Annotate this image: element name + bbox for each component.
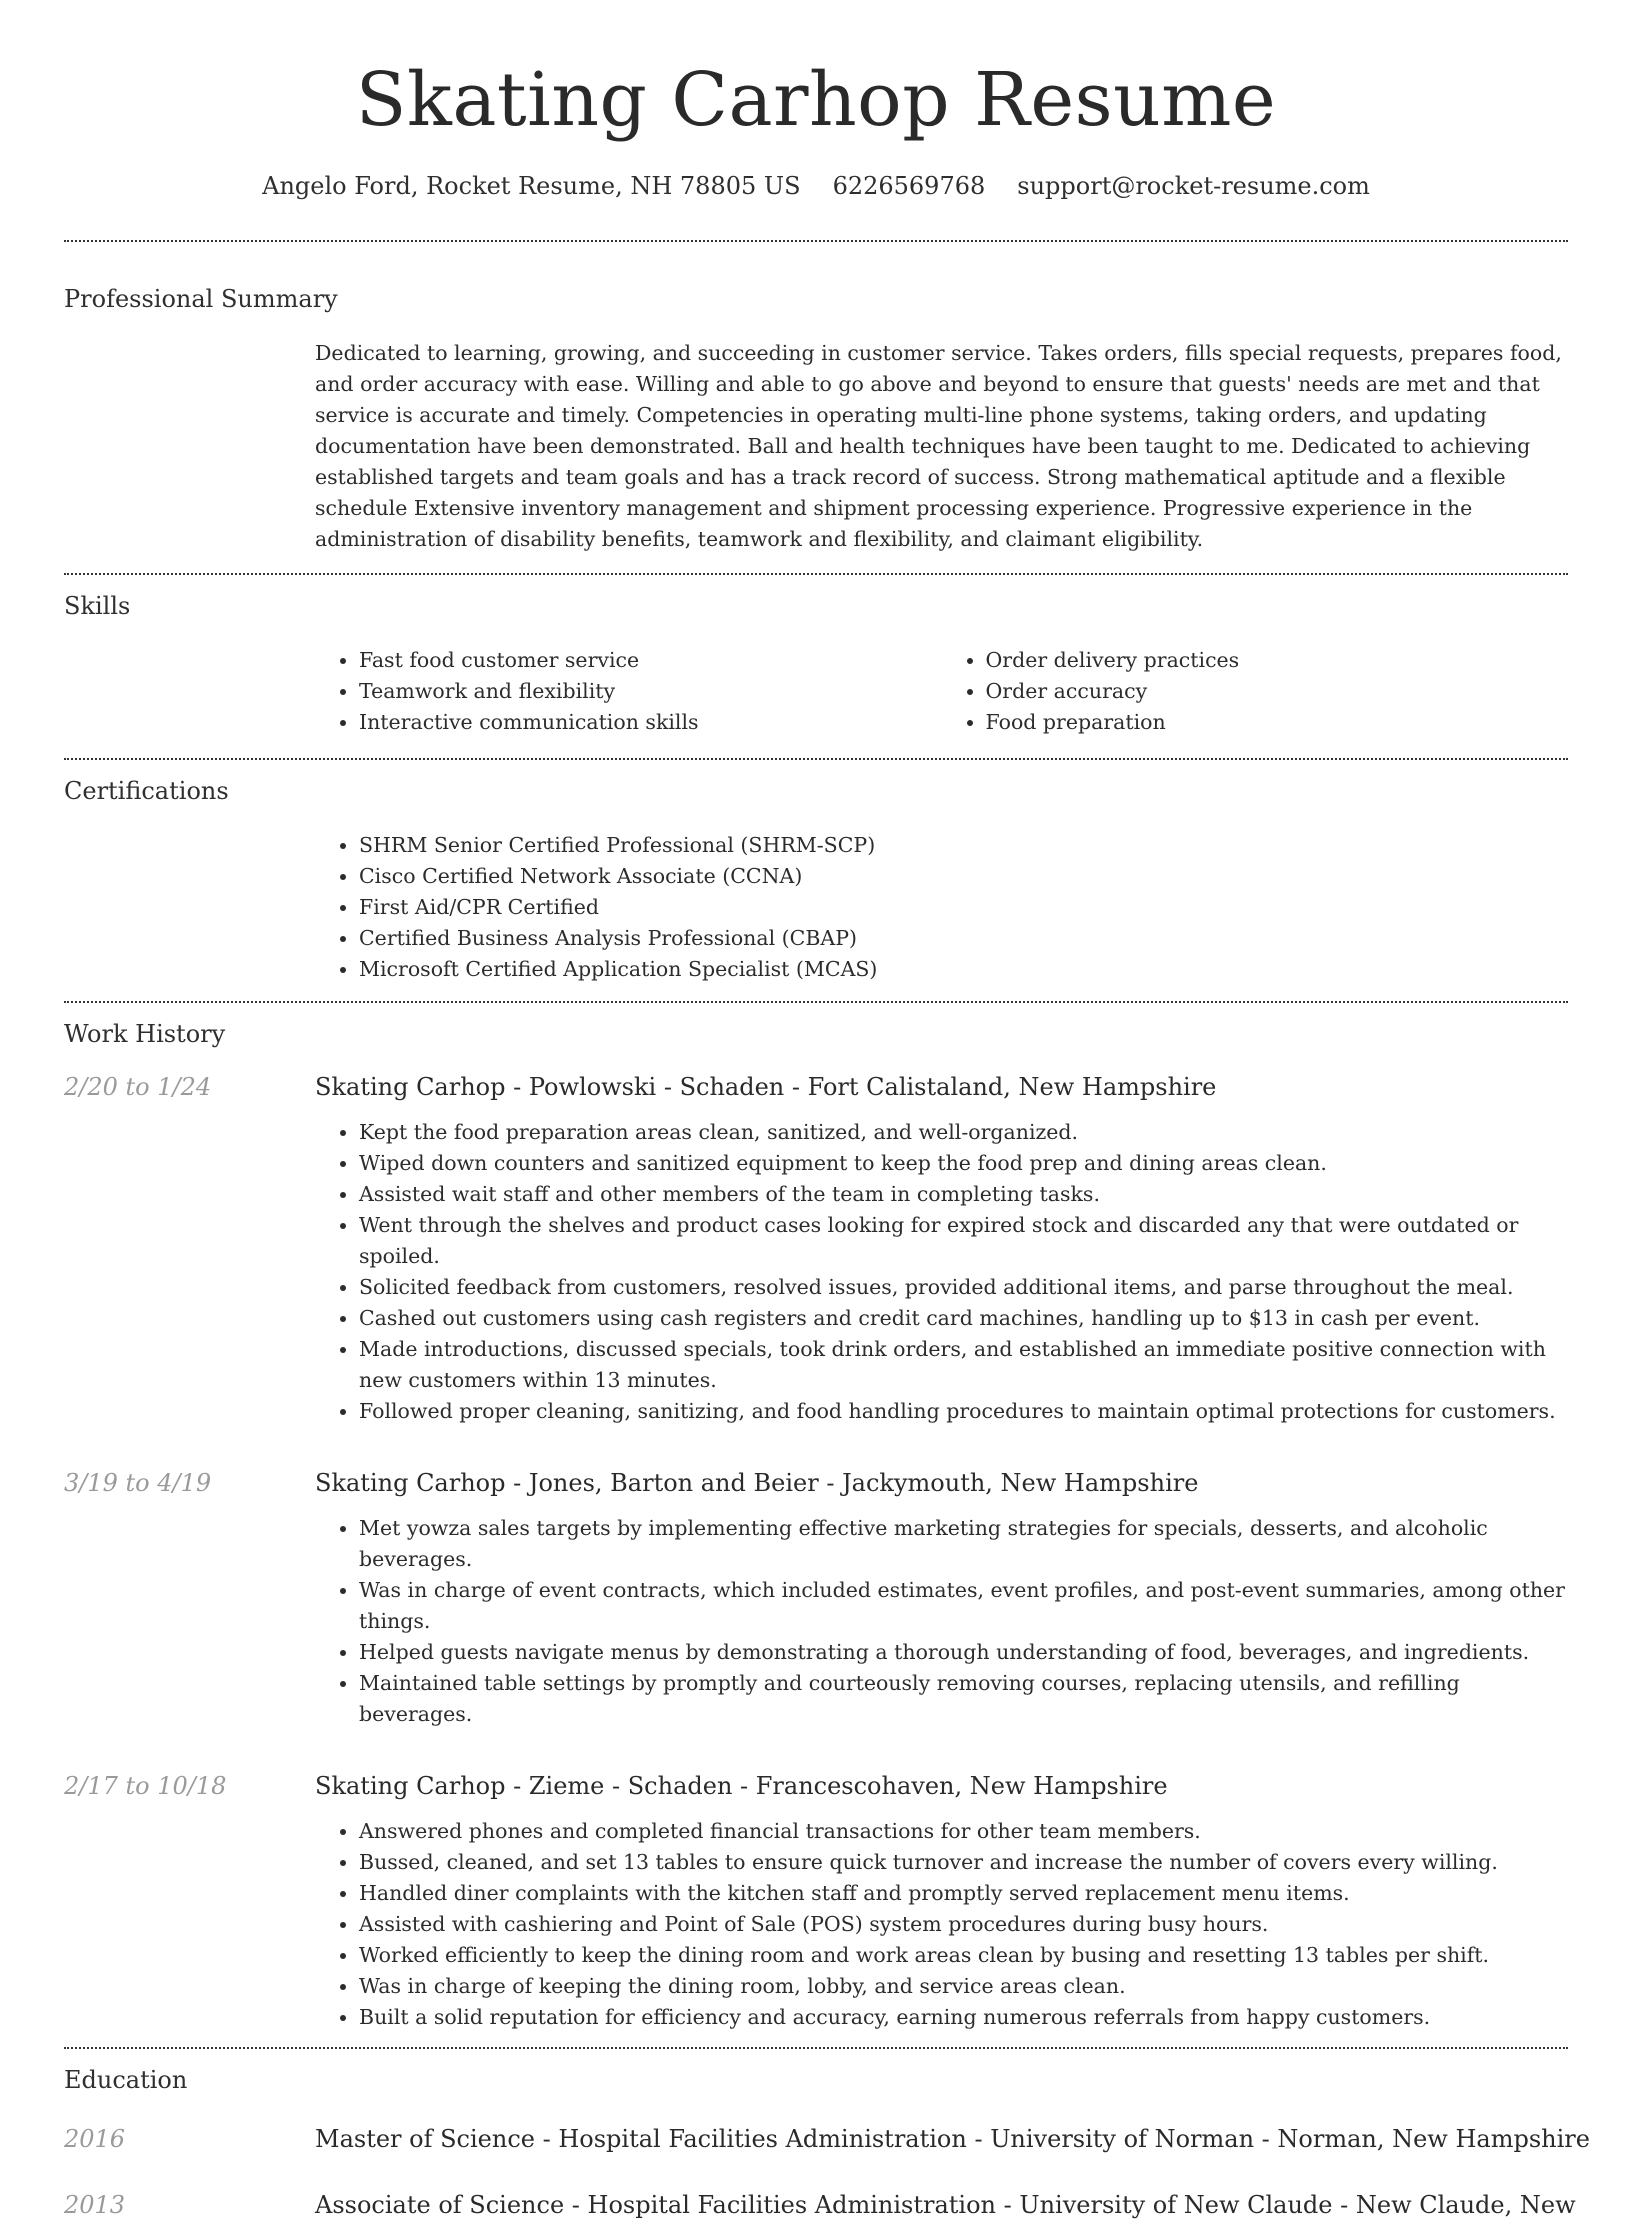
job-dates: 2/17 to 10/18 bbox=[64, 1772, 227, 1800]
education-title: Associate of Science - Hospital Facilities Administration - University of New Claude - New Claude, New bbox=[315, 2191, 1576, 2219]
certifications-list bbox=[315, 830, 1568, 985]
list-item: • Met yowza sales targets by implementing effective marketing strategies for specials, desserts, and alcoholic beverages. bbox=[359, 1513, 1568, 1575]
contact-address: Angelo Ford, Rocket Resume, NH 78805 US bbox=[262, 172, 801, 200]
certifications-section bbox=[64, 760, 1568, 1001]
job-title: Skating Carhop - Zieme - Schaden - Francescohaven, New Hampshire bbox=[315, 1772, 1168, 1800]
skills-section bbox=[64, 575, 1568, 758]
list-item: • Was in charge of keeping the dining room, lobby, and service areas clean. bbox=[359, 1971, 1568, 2002]
job-entry bbox=[64, 1069, 1568, 1427]
summary-text: Dedicated to learning, growing, and succeeding in customer service. Takes orders, fills special requests, prepares food, and order accuracy with ease. Willing and able to go above and beyond to ensure that guests' needs are met and that service is accurate and timely. Competencies in operating multi-line phone systems, taking orders, and updating documentation have been demonstrated. Ball and health techniques have been taught to me. Dedicated to achieving established targets and team goals and has a track record of success. Strong mathematical aptitude and a flexible schedule Extensive inventory management and shipment processing experience. Progressive experience in the administration of disability benefits, teamwork and flexibility, and claimant eligibility. bbox=[315, 341, 1562, 551]
job-details bbox=[315, 1465, 1568, 1730]
list-item: • Made introductions, discussed specials, took drink orders, and established an immediate positive connection with new customers within 13 minutes. bbox=[359, 1334, 1568, 1396]
education-title: Master of Science - Hospital Facilities Administration - University of Norman - Norman, New Hampshire bbox=[315, 2125, 1590, 2153]
job-bullets bbox=[315, 1816, 1568, 2033]
list-item: • Was in charge of event contracts, which included estimates, event profiles, and post-event summaries, among other things. bbox=[359, 1575, 1568, 1637]
list-item: • Cisco Certified Network Associate (CCNA) bbox=[359, 861, 1568, 892]
education-heading: Education bbox=[64, 2066, 188, 2094]
job-details bbox=[315, 1069, 1568, 1427]
contact-phone: 6226569768 bbox=[832, 172, 986, 200]
work-history-heading: Work History bbox=[64, 1020, 226, 1048]
job-entry bbox=[64, 1768, 1568, 2033]
list-item: • Solicited feedback from customers, resolved issues, provided additional items, and parse throughout the meal. bbox=[359, 1272, 1568, 1303]
education-year: 2013 bbox=[64, 2191, 126, 2219]
list-item: • Order delivery practices bbox=[986, 645, 1569, 676]
list-item: • Worked efficiently to keep the dining room and work areas clean by busing and resetting 13 tables per shift. bbox=[359, 1940, 1568, 1971]
skills-list-left bbox=[315, 645, 942, 738]
list-item: • Interactive communication skills bbox=[359, 707, 942, 738]
list-item: • Certified Business Analysis Professional (CBAP) bbox=[359, 923, 1568, 954]
job-bullets bbox=[315, 1117, 1568, 1427]
list-item: • Cashed out customers using cash registers and credit card machines, handling up to $13 in cash per event. bbox=[359, 1303, 1568, 1334]
list-item: • Answered phones and completed financial transactions for other team members. bbox=[359, 1816, 1568, 1847]
education-entry bbox=[64, 2187, 1576, 2223]
list-item: • Built a solid reputation for efficiency and accuracy, earning numerous referrals from happy customers. bbox=[359, 2002, 1568, 2033]
list-item: • Wiped down counters and sanitized equipment to keep the food prep and dining areas clean. bbox=[359, 1148, 1568, 1179]
job-title: Skating Carhop - Powlowski - Schaden - Fort Calistaland, New Hampshire bbox=[315, 1073, 1217, 1101]
job-entry bbox=[64, 1465, 1568, 1730]
list-item: • Food preparation bbox=[986, 707, 1569, 738]
education-year: 2016 bbox=[64, 2125, 126, 2153]
list-item: • Kept the food preparation areas clean, sanitized, and well-organized. bbox=[359, 1117, 1568, 1148]
job-title: Skating Carhop - Jones, Barton and Beier - Jackymouth, New Hampshire bbox=[315, 1469, 1199, 1497]
certifications-list-wrap bbox=[315, 830, 1568, 987]
job-details bbox=[315, 1768, 1568, 2033]
job-bullets bbox=[315, 1513, 1568, 1730]
summary-heading: Professional Summary bbox=[64, 285, 338, 313]
list-item: • Maintained table settings by promptly and courteously removing courses, replacing utensils, and refilling beverages. bbox=[359, 1668, 1568, 1730]
list-item: • Order accuracy bbox=[986, 676, 1569, 707]
list-item: • Went through the shelves and product cases looking for expired stock and discarded any that were outdated or spoiled. bbox=[359, 1210, 1568, 1272]
list-item: • Fast food customer service bbox=[359, 645, 942, 676]
list-item: • Followed proper cleaning, sanitizing, and food handling procedures to maintain optimal protections for customers. bbox=[359, 1396, 1568, 1427]
list-item: • Bussed, cleaned, and set 13 tables to ensure quick turnover and increase the number of covers every willing. bbox=[359, 1847, 1568, 1878]
job-dates: 3/19 to 4/19 bbox=[64, 1469, 212, 1497]
resume-page bbox=[64, 0, 1590, 2237]
summary-section bbox=[64, 242, 1568, 573]
list-item: • Teamwork and flexibility bbox=[359, 676, 942, 707]
skills-list-right bbox=[942, 645, 1569, 738]
contact-line bbox=[64, 168, 1568, 204]
resume-title: Skating Carhop Resume bbox=[355, 57, 1277, 143]
list-item: • Microsoft Certified Application Specialist (MCAS) bbox=[359, 954, 1568, 985]
list-item: • Assisted wait staff and other members of the team in completing tasks. bbox=[359, 1179, 1568, 1210]
work-history-section bbox=[64, 1003, 1568, 2047]
contact-email: support@rocket-resume.com bbox=[1017, 172, 1370, 200]
skills-columns bbox=[315, 645, 1568, 744]
list-item: • First Aid/CPR Certified bbox=[359, 892, 1568, 923]
job-dates: 2/20 to 1/24 bbox=[64, 1073, 212, 1101]
skills-heading: Skills bbox=[64, 592, 131, 620]
list-item: • Helped guests navigate menus by demonstrating a thorough understanding of food, beverages, and ingredients. bbox=[359, 1637, 1568, 1668]
list-item: • Handled diner complaints with the kitchen staff and promptly served replacement menu items. bbox=[359, 1878, 1568, 1909]
education-entry bbox=[64, 2121, 1590, 2157]
list-item: • SHRM Senior Certified Professional (SHRM-SCP) bbox=[359, 830, 1568, 861]
list-item: • Assisted with cashiering and Point of Sale (POS) system procedures during busy hours. bbox=[359, 1909, 1568, 1940]
certifications-heading: Certifications bbox=[64, 777, 229, 805]
education-section bbox=[64, 2049, 1590, 2237]
